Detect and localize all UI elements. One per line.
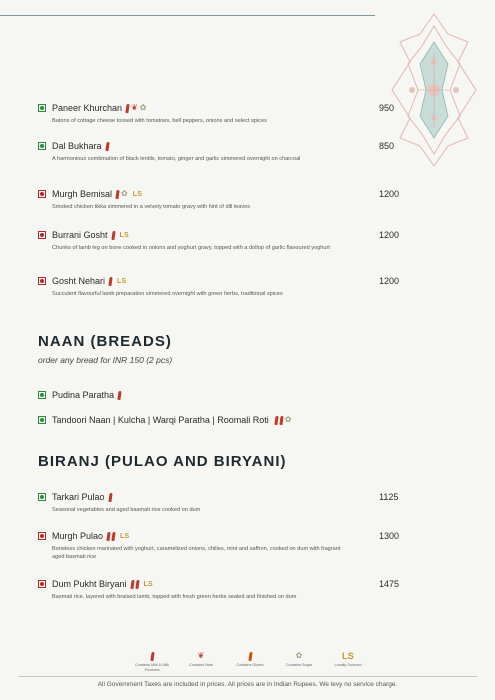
- item-name: Dum Pukht Biryani: [52, 579, 127, 589]
- chili-icon: [111, 230, 115, 239]
- chili-icon: [150, 651, 154, 660]
- section-title-naan: NAAN (BREADS): [38, 333, 172, 350]
- item-description: Basmati rice, layered with braised lamb, topped with fresh green herbs sealed and finished on dum: [52, 594, 297, 600]
- ls-badge: LS: [143, 580, 153, 588]
- item-name: Tandoori Naan | Kulcha | Warqi Paratha | Roomali Roti: [52, 415, 269, 425]
- legend-item-nuts: ❦ Contains Nuts: [189, 651, 213, 667]
- item-description: Chunks of lamb leg on bone cooked in onions and yoghurt gravy, topped with a dollop of garlic flavoured yoghurt: [52, 245, 330, 251]
- item-description: Boneless chicken marinated with yoghurt, caramelized onions, chilies, mint and saffron, cooked on dum with fragrant aged basmati rice: [52, 546, 341, 560]
- sugar-icon: ✿: [139, 103, 147, 112]
- item-price: 1300: [379, 531, 400, 541]
- item-price: 1200: [379, 189, 400, 199]
- item-description: Seasonal vegetables and aged basmati rice cooked on dum: [52, 507, 201, 513]
- veg-icon: [38, 493, 46, 501]
- top-divider: [0, 15, 375, 16]
- item-description: Succulent flavourful lamb preparation simmered overnight with green herbs, traditional spices: [52, 291, 283, 297]
- chili-icon: [130, 579, 134, 588]
- item-name: Murgh Pulao: [52, 531, 104, 541]
- menu-item-burrani-gosht: [38, 228, 418, 253]
- veg-icon: [38, 142, 46, 150]
- non-veg-icon: [38, 532, 46, 540]
- item-description: Smoked chicken tikka simmered in a velvety tomato gravy with hint of dill leaves: [52, 204, 251, 210]
- item-description: Batons of cottage cheese tossed with tomatoes, bell peppers, onions and select spices: [52, 118, 267, 124]
- item-name: Paneer Khurchan: [52, 103, 123, 113]
- non-veg-icon: [38, 277, 46, 285]
- item-name: Dal Bukhara: [52, 141, 102, 151]
- menu-item-pudina-paratha: [38, 388, 418, 402]
- ls-badge: LS: [132, 190, 143, 198]
- chili-icon: [125, 103, 129, 112]
- item-price: 1200: [379, 276, 400, 286]
- bottom-divider: [18, 676, 477, 677]
- chili-icon: [111, 531, 115, 540]
- menu-item-tarkari-pulao: [38, 490, 418, 515]
- veg-icon: [38, 416, 46, 424]
- menu-item-murgh-bemisal: [38, 187, 418, 212]
- item-price: 950: [379, 103, 395, 113]
- legend-item-gluten: Contains Gluten: [228, 650, 272, 672]
- item-price: 1200: [379, 230, 400, 240]
- chili-icon: [115, 189, 119, 198]
- chili-icon: [106, 531, 110, 540]
- item-name: Tarkari Pulao: [52, 492, 105, 502]
- item-name: Murgh Bemisal: [52, 189, 113, 199]
- section-subtitle-naan: order any bread for INR 150 (2 pcs): [38, 355, 173, 365]
- menu-item-breads: [38, 413, 418, 427]
- section-title-biranj: BIRANJ (PULAO AND BIRYANI): [38, 453, 287, 470]
- menu-item-dum-pukht-biryani: [38, 577, 418, 602]
- veg-icon: [38, 391, 46, 399]
- sugar-icon: ✿: [121, 189, 128, 198]
- chili-icon: [135, 579, 139, 588]
- menu-item-dal-bukhara: [38, 139, 418, 164]
- non-veg-icon: [38, 190, 46, 198]
- non-veg-icon: [38, 231, 46, 239]
- chili-icon: [108, 492, 112, 501]
- item-name: Burrani Gosht: [52, 230, 108, 240]
- sugar-icon: ✿: [295, 651, 303, 660]
- chili-icon: [108, 276, 112, 285]
- menu-item-gosht-nehari: [38, 274, 418, 299]
- gluten-icon: [248, 651, 252, 660]
- nut-icon: ❦: [197, 651, 205, 660]
- ls-badge: LS: [119, 231, 129, 239]
- veg-icon: [38, 104, 46, 112]
- chili-icon: [279, 415, 283, 424]
- sugar-icon: ✿: [284, 415, 292, 424]
- legend-item-sugar: ✿ Contains Sugar: [285, 651, 313, 667]
- menu-item-murgh-pulao: [38, 529, 418, 561]
- dietary-legend: [130, 650, 370, 672]
- non-veg-icon: [38, 580, 46, 588]
- legend-item-milk: Contains Milk & Milk Products: [130, 650, 174, 672]
- ls-badge: LS: [342, 651, 354, 661]
- ls-badge: LS: [117, 277, 127, 285]
- chili-icon: [117, 390, 121, 399]
- item-name: Pudina Paratha: [52, 390, 115, 400]
- nut-icon: ❦: [131, 103, 138, 112]
- chili-icon: [274, 415, 278, 424]
- chili-icon: [105, 141, 109, 150]
- menu-item-paneer-khurchan: [38, 101, 418, 126]
- item-price: 1475: [379, 579, 400, 589]
- ls-badge: LS: [120, 532, 130, 540]
- item-price: 850: [379, 141, 395, 151]
- item-description: A harmonious combination of black lentils, tomato, ginger and garlic simmered overnight on charcoal: [52, 156, 301, 162]
- legend-item-local: LS Locally Sourced: [334, 651, 362, 667]
- footer-note: All Government Taxes are included in prices. All prices are in Indian Rupees. We levy no service charge.: [97, 681, 398, 688]
- item-price: 1125: [379, 492, 399, 502]
- item-name: Gosht Nehari: [52, 276, 106, 286]
